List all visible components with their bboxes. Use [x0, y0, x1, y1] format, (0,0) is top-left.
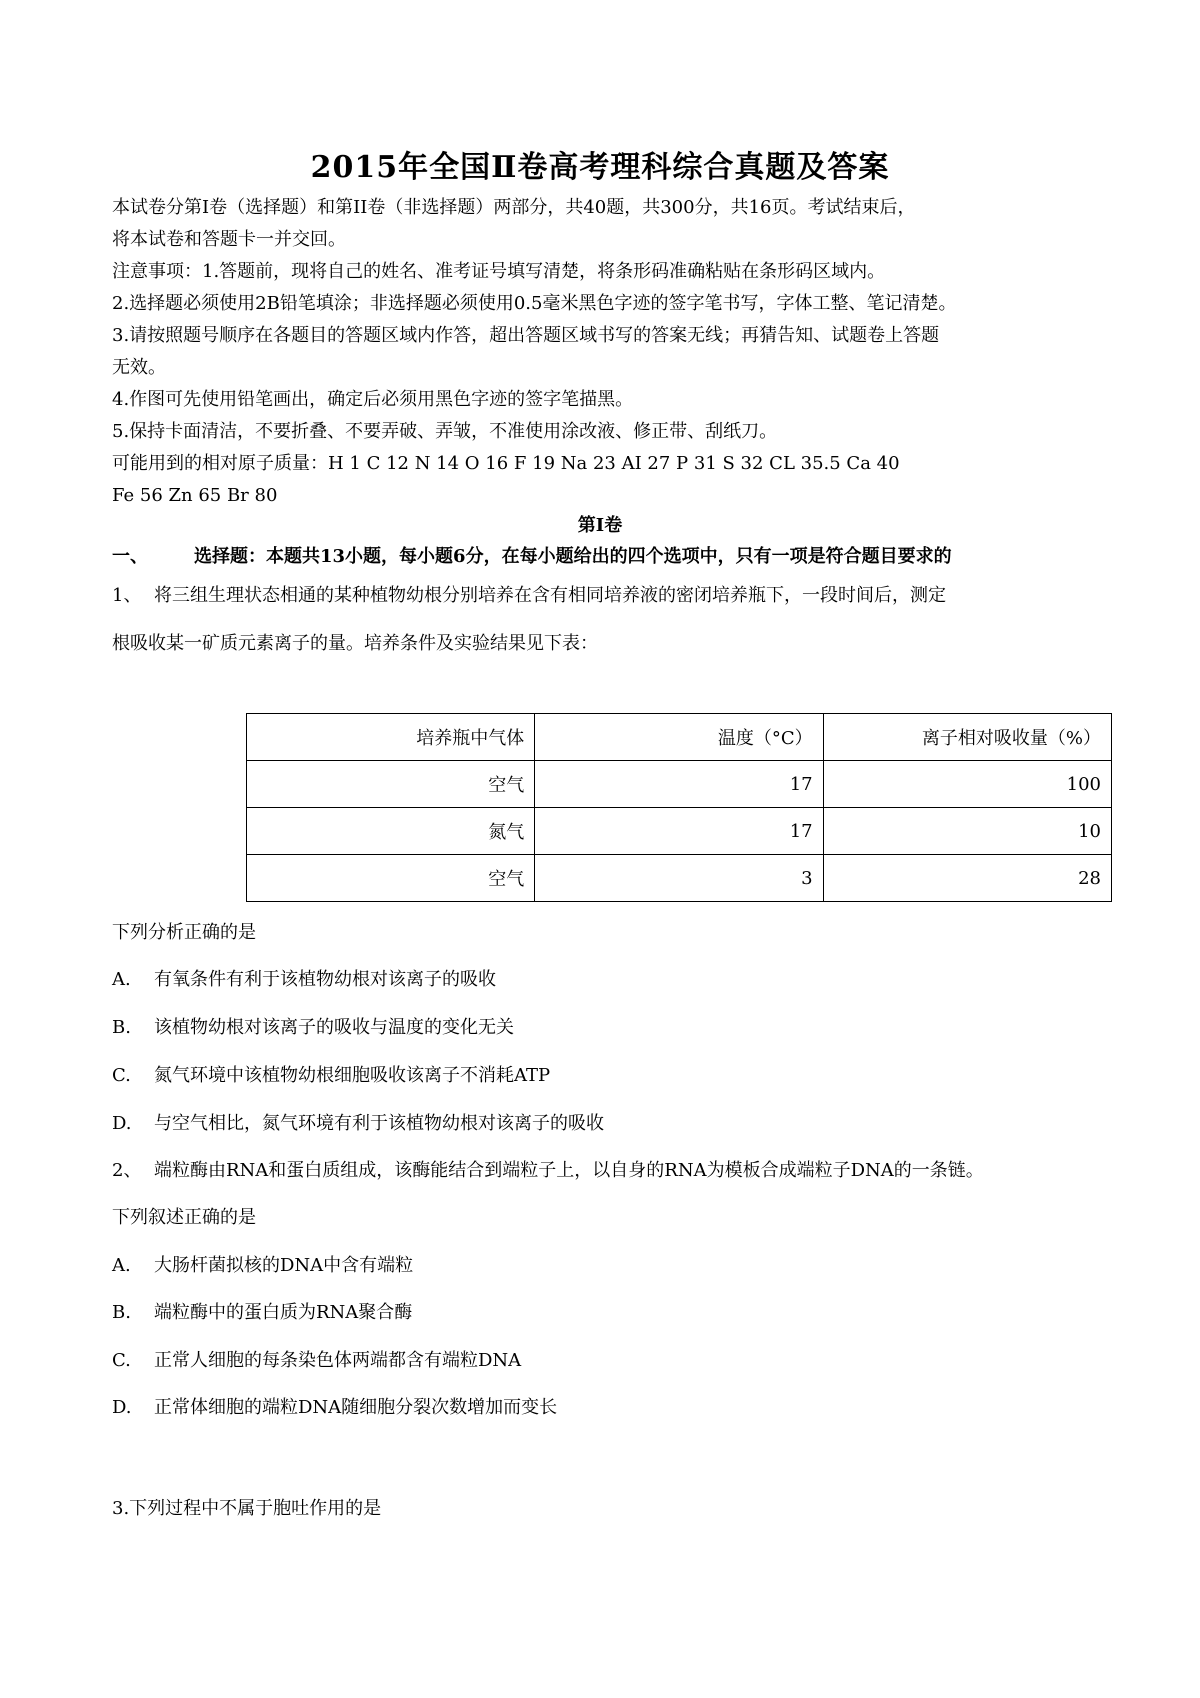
question-2-line-1: [112, 1159, 984, 1183]
table-cell: 10: [823, 808, 1111, 855]
question-1-option: [112, 1016, 514, 1040]
table-row: [247, 855, 1112, 902]
table-cell: 空气: [247, 761, 535, 808]
note-line: 3.请按照题号顺序在各题目的答题区域内作答，超出答题区域书写的答案无线；再猜告知、试题卷上答题: [112, 325, 940, 346]
option-letter: B.: [112, 1302, 131, 1323]
note-line: 4.作图可先使用铅笔画出，确定后必须用黑色字迹的签字笔描黑。: [112, 389, 634, 410]
question-1-option: [112, 1112, 604, 1136]
note-line: 注意事项：1.答题前，现将自己的姓名、准考证号填写清楚，将条形码准确粘贴在条形码区域内。: [112, 261, 886, 282]
option-text: 有氧条件有利于该植物幼根对该离子的吸收: [154, 969, 496, 990]
option-letter: D.: [112, 1397, 132, 1418]
option-text: 与空气相比，氮气环境有利于该植物幼根对该离子的吸收: [154, 1113, 604, 1134]
table-cell: 17: [535, 761, 823, 808]
part-title: 第Ⅰ卷: [577, 515, 623, 536]
question-2-text: 端粒酶由RNA和蛋白质组成，该酶能结合到端粒子上，以自身的RNA为模板合成端粒子DNA的一条链。: [154, 1160, 984, 1181]
option-text: 正常人细胞的每条染色体两端都含有端粒DNA: [154, 1350, 522, 1371]
question-1-line-1: [112, 584, 946, 608]
question-1-text: 将三组生理状态相通的某种植物幼根分别培养在含有相同培养液的密闭培养瓶下，一段时间后，测定: [154, 585, 946, 606]
question-2-option: [112, 1349, 521, 1373]
question-3-line: 3.下列过程中不属于胞吐作用的是: [112, 1498, 382, 1519]
section-heading: [112, 545, 952, 569]
option-letter: D.: [112, 1113, 132, 1134]
results-table: [246, 713, 1112, 902]
atomic-mass-line-2: Fe 56 Zn 65 Br 80: [112, 485, 278, 506]
note-line: 2.选择题必须使用2B铅笔填涂；非选择题必须使用0.5毫米黑色字迹的签字笔书写，字体工整、笔记清楚。: [112, 293, 957, 314]
question-1-option: [112, 1064, 550, 1088]
option-text: 该植物幼根对该离子的吸收与温度的变化无关: [154, 1017, 514, 1038]
table-cell: 17: [535, 808, 823, 855]
table-row: [247, 808, 1112, 855]
question-1-line-2: 根吸收某一矿质元素离子的量。培养条件及实验结果见下表：: [112, 633, 598, 654]
question-1-option: [112, 968, 496, 992]
table-header-row: [247, 714, 1112, 761]
question-2-option: [112, 1301, 412, 1325]
table-header-cell: 离子相对吸收量（%）: [823, 714, 1111, 761]
option-text: 大肠杆菌拟核的DNA中含有端粒: [154, 1255, 414, 1276]
note-line: 无效。: [112, 357, 166, 378]
question-2-option: [112, 1396, 557, 1420]
section-number: 一、: [112, 546, 148, 567]
question-1-prompt: 下列分析正确的是: [112, 922, 256, 943]
option-letter: A.: [112, 969, 131, 990]
table-cell: 氮气: [247, 808, 535, 855]
table-cell: 28: [823, 855, 1111, 902]
section-text: 选择题：本题共13小题，每小题6分，在每小题给出的四个选项中，只有一项是符合题目要求的: [194, 546, 952, 567]
table-header-cell: 温度（°C）: [535, 714, 823, 761]
question-1-number: 1、: [112, 585, 142, 606]
question-2-number: 2、: [112, 1160, 142, 1181]
table-cell: 3: [535, 855, 823, 902]
intro-line-2: 将本试卷和答题卡一并交回。: [112, 229, 346, 250]
option-text: 氮气环境中该植物幼根细胞吸收该离子不消耗ATP: [154, 1065, 551, 1086]
option-letter: C.: [112, 1350, 131, 1371]
note-line: 5.保持卡面清洁，不要折叠、不要弄破、弄皱，不准使用涂改液、修正带、刮纸刀。: [112, 421, 778, 442]
table-cell: 100: [823, 761, 1111, 808]
table-cell: 空气: [247, 855, 535, 902]
option-text: 端粒酶中的蛋白质为RNA聚合酶: [154, 1302, 413, 1323]
option-letter: A.: [112, 1255, 131, 1276]
intro-line-1: 本试卷分第Ⅰ卷（选择题）和第II卷（非选择题）两部分，共40题，共300分，共16页。考试结束后，: [112, 197, 916, 218]
option-text: 正常体细胞的端粒DNA随细胞分裂次数增加而变长: [154, 1397, 558, 1418]
question-2-option: [112, 1254, 413, 1278]
atomic-mass-line-1: 可能用到的相对原子质量：H 1 C 12 N 14 O 16 F 19 Na 23 AI 27 P 31 S 32 CL 35.5 Ca 40: [112, 453, 900, 474]
question-2-prompt: 下列叙述正确的是: [112, 1207, 256, 1228]
page-title: 2015年全国Ⅱ卷高考理科综合真题及答案: [310, 150, 890, 185]
table-row: [247, 761, 1112, 808]
option-letter: C.: [112, 1065, 131, 1086]
table-header-cell: 培养瓶中气体: [247, 714, 535, 761]
option-letter: B.: [112, 1017, 131, 1038]
